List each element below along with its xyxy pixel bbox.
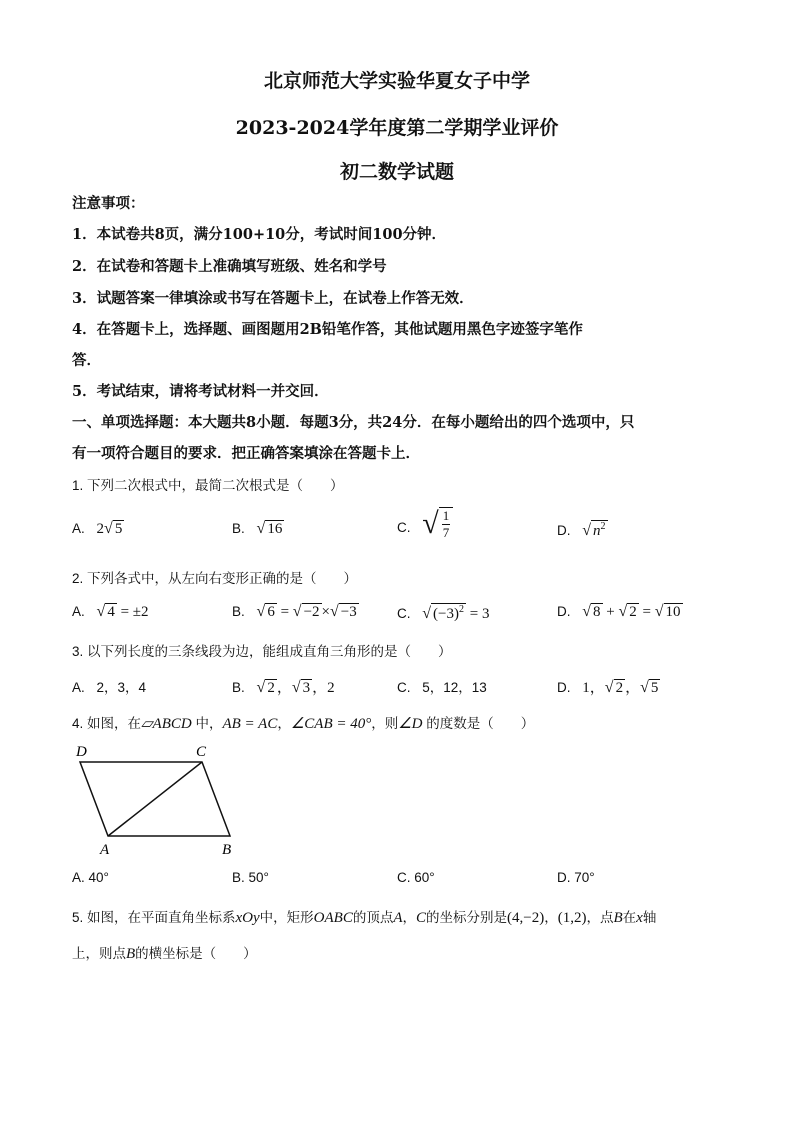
option-value: √ 2 ，√ 3 ，2 [256, 679, 335, 696]
option-label: B. [232, 521, 245, 536]
q2-option-d [557, 603, 683, 621]
notice-heading: 注意事项： [72, 195, 145, 212]
vertex-label-c: C [196, 744, 207, 760]
notice-item: 2．在试卷和答题卡上准确填写班级、姓名和学号 [72, 258, 387, 275]
option-label: A. [72, 680, 85, 695]
option-label: D. [557, 604, 571, 619]
notice-item: 5．考试结束，请将考试材料一并交回． [72, 383, 329, 400]
option-value: 2√ 5 [96, 520, 123, 537]
question-2-stem: 2. 下列各式中，从左向右变形正确的是（ ） [72, 571, 358, 586]
vertex-label-a: A [100, 842, 110, 858]
option-value: √ $n^2$ [582, 521, 606, 539]
option-label: D. [557, 680, 571, 695]
question-5-stem: 5. 如图，在平面直角坐标系xOy中，矩形OABC的顶点A，C的坐标分别是(4,−2)，(1,2)，点B在x轴 [72, 910, 657, 926]
option-value: √ 16 [256, 520, 283, 537]
subject-title: 初二数学试题 [339, 161, 454, 183]
q4-option-a: A. 40° [72, 870, 109, 885]
q4-option-c: C. 60° [397, 870, 435, 885]
notice-item: 4．在答题卡上，选择题、画图题用2B铅笔作答，其他试题用黑色字迹签字笔作 [72, 321, 583, 338]
option-value: √ 1 7 [422, 507, 453, 540]
option-value: √ $(-3)^2 = 3$ [422, 604, 490, 622]
parallelogram-figure [72, 740, 242, 860]
question-5-stem-cont: 上，则点B的横坐标是（ ） [72, 946, 257, 962]
question-1-stem: 1. 下列二次根式中，最简二次根式是（ ） [72, 478, 344, 493]
q1-option-d [557, 520, 608, 540]
option-label: C. [397, 520, 411, 535]
option-value: √ 8 + √ 2 = √ 10 [582, 603, 681, 620]
question-3-stem: 3. 以下列长度的三条线段为边，能组成直角三角形的是（ ） [72, 644, 452, 659]
section-heading-cont: 有一项符合题目的要求．把正确答案填涂在答题卡上． [72, 445, 420, 462]
diagonal-ac [108, 762, 202, 836]
option-value: √ 6 = √ −2 ×√ −3 [256, 603, 357, 620]
q3-option-c [397, 676, 487, 696]
question-4-stem: 4. 如图，在▱ABCD 中，AB = AC，∠CAB = 40°，则∠D 的度数是（ ） [72, 716, 535, 732]
option-value: 5，12，13 [422, 680, 487, 695]
q2-option-a [72, 603, 149, 621]
vertex-label-b: B [222, 842, 232, 858]
option-label: A. [72, 521, 85, 536]
q2-option-b [232, 603, 359, 621]
option-label: B. [232, 680, 245, 695]
option-label: D. [557, 523, 571, 538]
q4-option-d: D. 70° [557, 870, 595, 885]
option-label: B. [232, 604, 245, 619]
notice-item: 3．试题答案一律填涂或书写在答题卡上，在试卷上作答无效． [72, 290, 474, 307]
notice-item: 1．本试卷共8页，满分100+10分，考试时间100分钟． [72, 226, 447, 243]
q2-option-c [397, 603, 489, 623]
notice-item: 答． [72, 352, 101, 369]
q3-option-d [557, 676, 660, 697]
school-title: 北京师范大学实验华夏女子中学 [263, 70, 530, 92]
option-label: C. [397, 680, 411, 695]
option-value: √ 4 = ±2 [96, 603, 149, 620]
option-value: 2，3，4 [96, 680, 147, 695]
q3-option-a [72, 676, 146, 696]
option-label: A. [72, 604, 85, 619]
term-title: 2023-2024学年度第二学期学业评价 [235, 117, 559, 139]
q1-option-b [232, 520, 284, 538]
section-heading: 一、单项选择题：本大题共8小题．每题3分，共24分．在每小题给出的四个选项中，只 [72, 414, 635, 431]
vertex-label-d: D [76, 744, 87, 760]
q4-option-b: B. 50° [232, 870, 269, 885]
option-value: 1，√ 2 ，√ 5 [582, 679, 659, 696]
option-label: C. [397, 606, 411, 621]
q1-option-c [397, 507, 453, 540]
q3-option-b [232, 676, 335, 697]
q1-option-a [72, 520, 124, 538]
